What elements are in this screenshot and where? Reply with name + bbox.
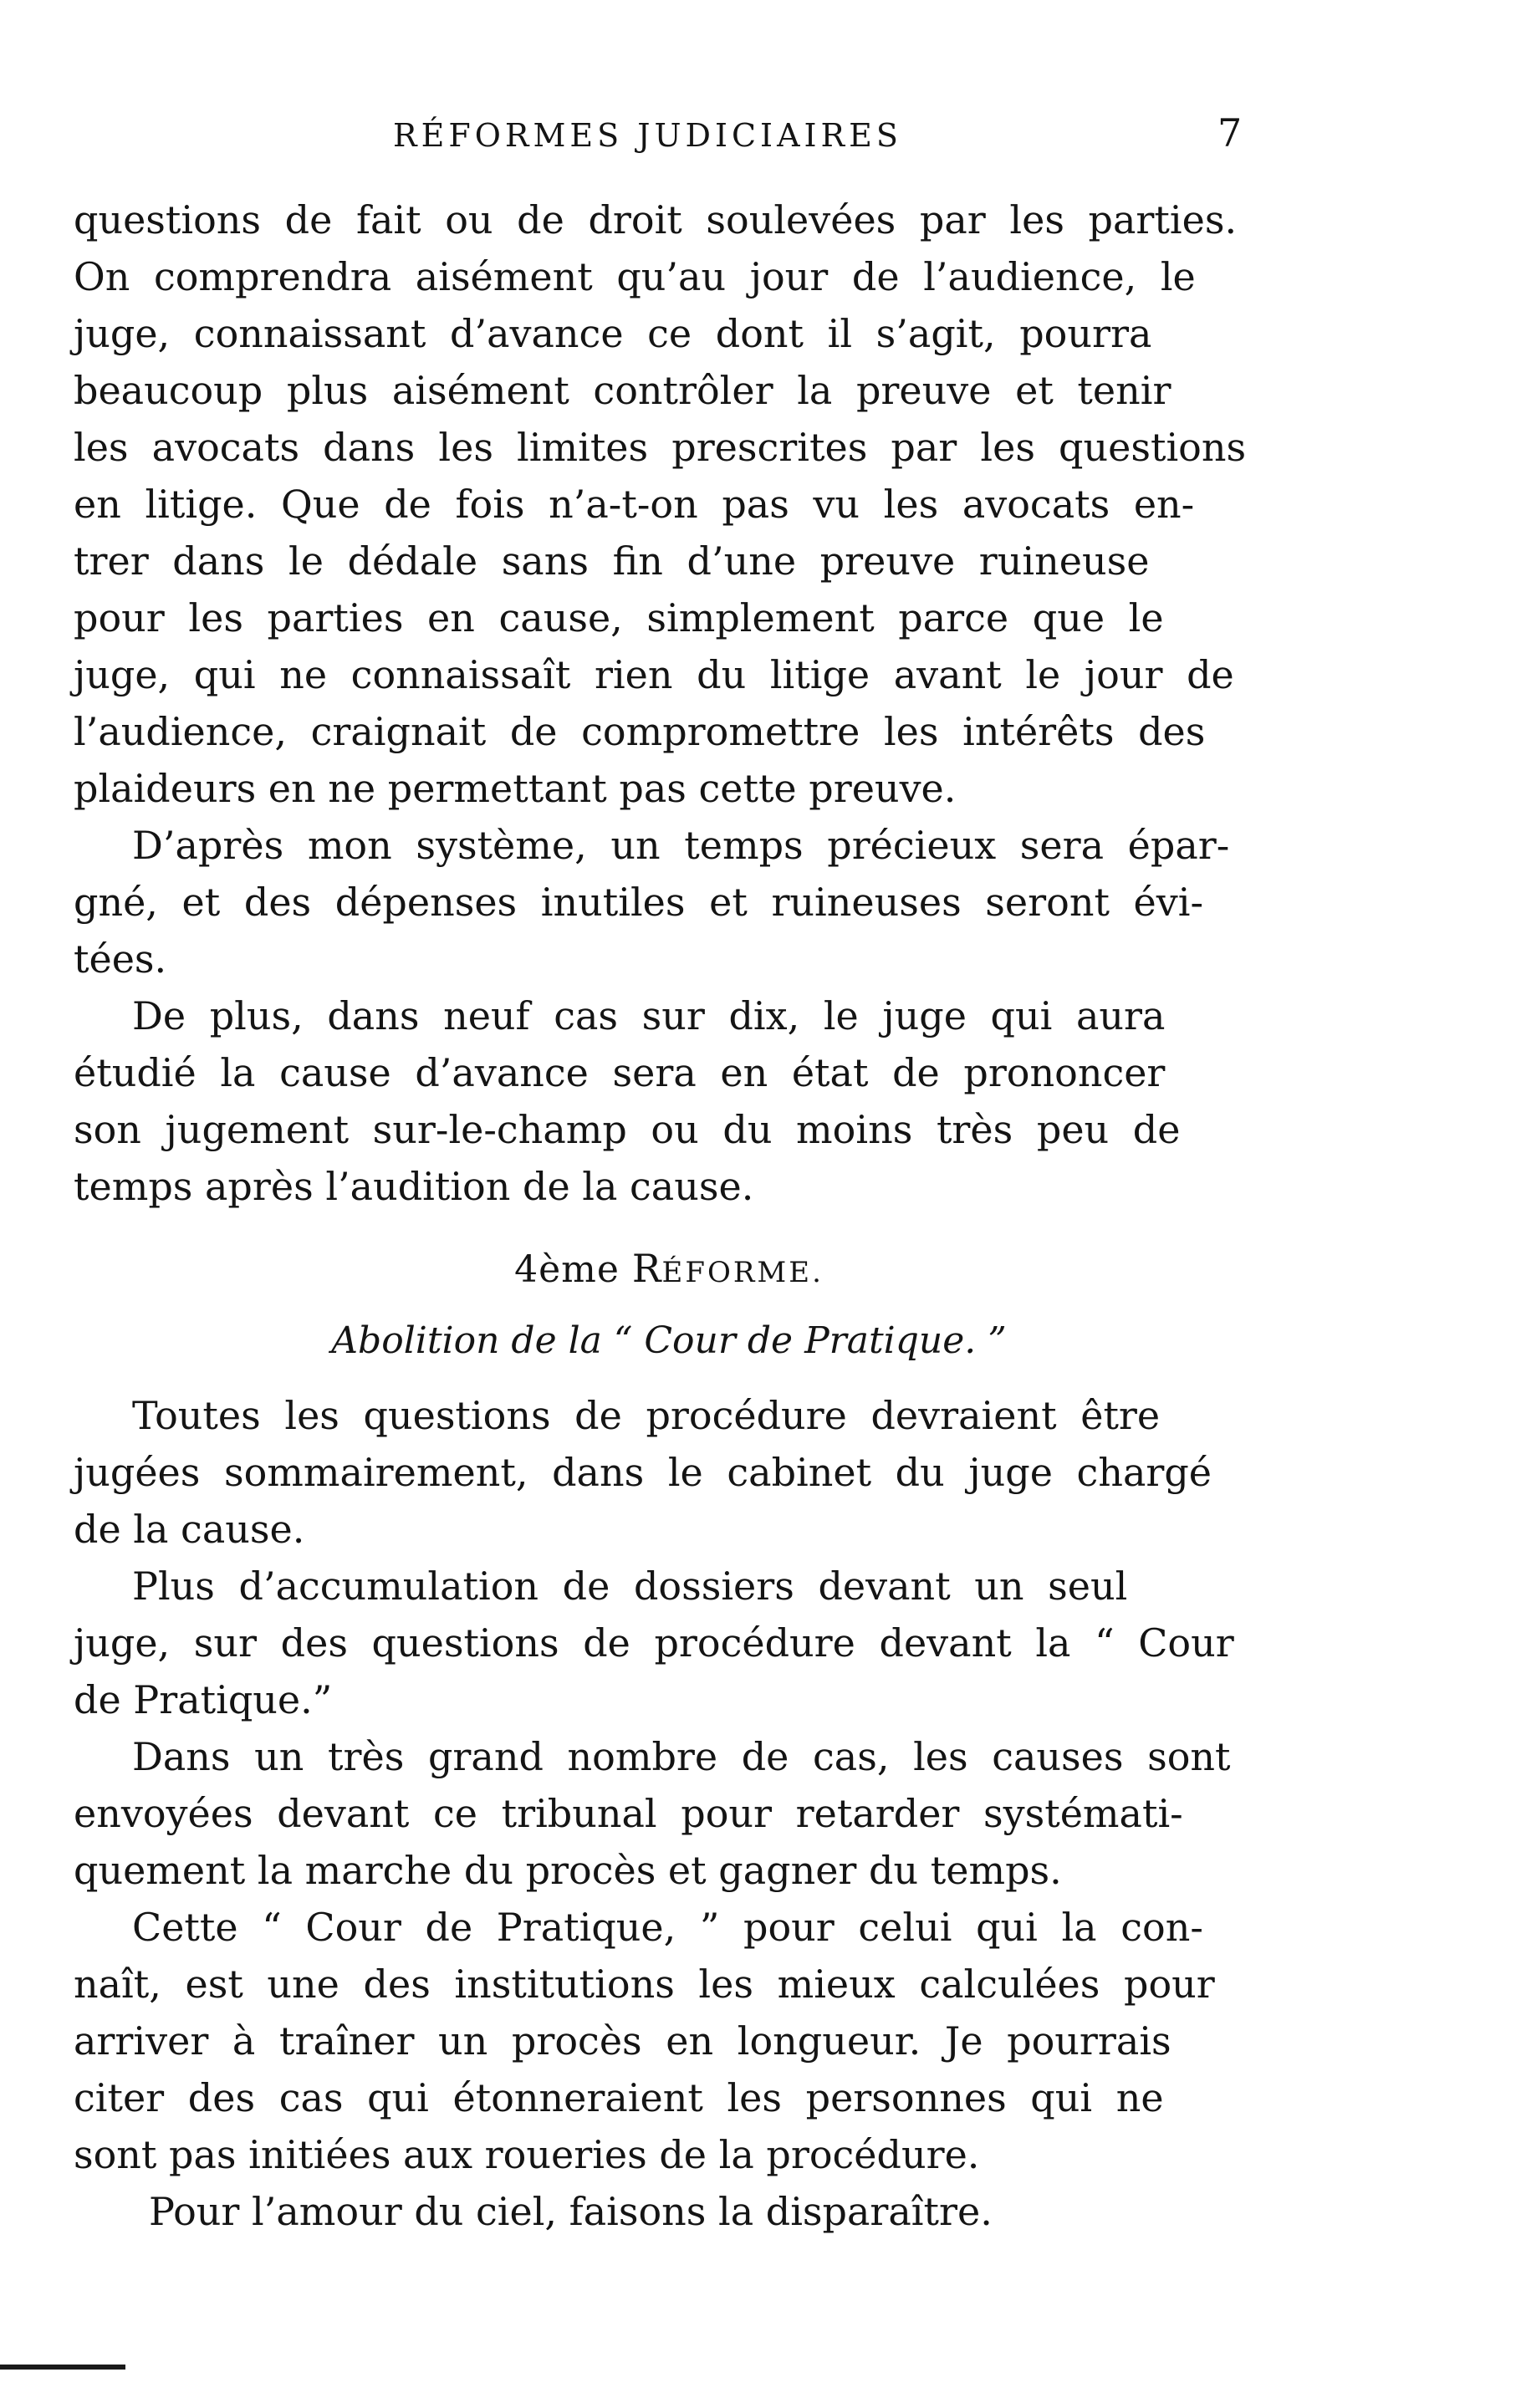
text-line: De plus, dans neuf cas sur dix, le juge qui aura — [132, 993, 1166, 1038]
text-line: en litige. Que de fois n’a-t-on pas vu les avocats en- — [74, 482, 1195, 527]
text-line: sont pas initiées aux roueries de la procédure. — [74, 2132, 980, 2177]
text-line: jugées sommairement, dans le cabinet du juge chargé — [74, 1450, 1212, 1495]
section-heading-cap: R — [631, 1246, 662, 1291]
text-line: trer dans le dédale sans fin d’une preuve ruineuse — [74, 538, 1150, 584]
text-line: juge, sur des questions de procédure devant la “ Cour — [74, 1620, 1234, 1666]
text-line: On comprendra aisément qu’au jour de l’audience, le — [74, 254, 1196, 299]
text-line: Toutes les questions de procédure devraient être — [132, 1393, 1161, 1438]
page-number: 7 — [1217, 110, 1243, 156]
text-line: citer des cas qui étonneraient les personnes qui ne — [74, 2075, 1164, 2120]
text-line: plaideurs en ne permettant pas cette preuve. — [74, 766, 957, 811]
text-line: juge, connaissant d’avance ce dont il s’agit, pourra — [74, 311, 1152, 356]
section-heading-smallcaps: ÉFORME. — [661, 1256, 824, 1289]
section-heading — [0, 1246, 1338, 1291]
text-line: quement la marche du procès et gagner du temps. — [74, 1848, 1062, 1893]
text-line: les avocats dans les limites prescrites par les questions — [74, 425, 1247, 470]
text-line: Dans un très grand nombre de cas, les causes sont — [132, 1734, 1231, 1779]
running-title: RÉFORMES JUDICIAIRES — [393, 117, 902, 154]
text-line: arriver à traîner un procès en longueur. Je pourrais — [74, 2018, 1171, 2064]
text-line: Pour l’amour du ciel, faisons la disparaître. — [149, 2189, 993, 2234]
section-subtitle: Abolition de la “ Cour de Pratique. ” — [331, 1319, 1007, 1362]
text-line: son jugement sur-le-champ ou du moins très peu de — [74, 1107, 1181, 1152]
text-line: tées. — [74, 936, 167, 982]
text-line: de la cause. — [74, 1507, 305, 1552]
text-line: envoyées devant ce tribunal pour retarder systémati- — [74, 1791, 1183, 1836]
text-line: Plus d’accumulation de dossiers devant un seul — [132, 1564, 1128, 1609]
text-line: temps après l’audition de la cause. — [74, 1164, 754, 1209]
text-line: gné, et des dépenses inutiles et ruineuses seront évi- — [74, 880, 1204, 925]
text-line: naît, est une des institutions les mieux calculées pour — [74, 1962, 1215, 2007]
text-line: beaucoup plus aisément contrôler la preuve et tenir — [74, 368, 1171, 413]
section-heading-prefix: 4ème — [514, 1248, 632, 1291]
text-line: pour les parties en cause, simplement parce que le — [74, 595, 1164, 640]
text-line: étudié la cause d’avance sera en état de prononcer — [74, 1050, 1166, 1095]
text-line: Cette “ Cour de Pratique, ” pour celui qui la con- — [132, 1905, 1203, 1950]
text-line: questions de fait ou de droit soulevées par les parties. — [74, 197, 1238, 242]
text-line: l’audience, craignait de compromettre les intérêts des — [74, 709, 1206, 754]
text-line: juge, qui ne connaissaît rien du litige avant le jour de — [74, 652, 1234, 697]
scan-edge-mark — [0, 2365, 125, 2370]
text-line: D’après mon système, un temps précieux sera épar- — [132, 823, 1230, 868]
text-line: de Pratique.” — [74, 1677, 333, 1722]
